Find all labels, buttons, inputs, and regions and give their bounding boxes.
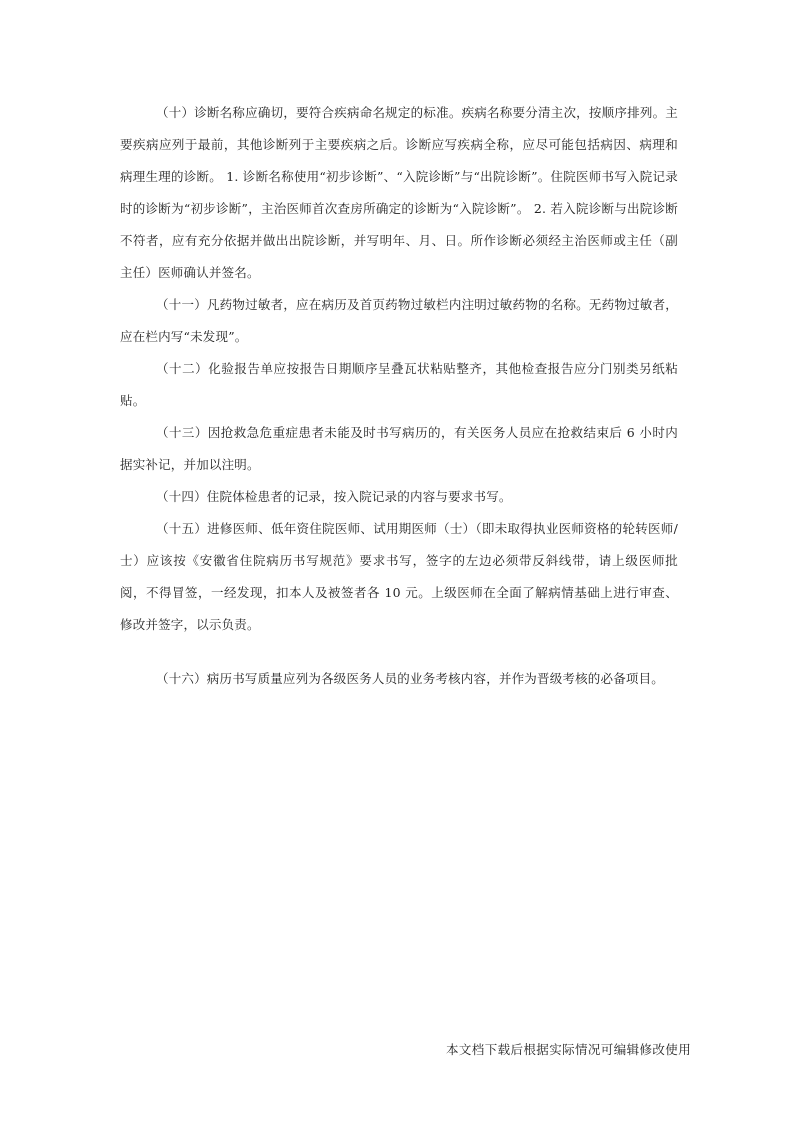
paragraph-diagnosis-naming: （十）诊断名称应确切，要符合疾病命名规定的标准。疾病名称要分清主次，按顺序排列。主要疾病应列于最前，其他诊断列于主要疾病之后。诊断应写疾病全称，应尽可能包括病因、病理和病理生理的诊断。 1. 诊断名称使用“初步诊断”、“入院诊断”与“出院诊断”。住院医师书写入院记录时的诊断为“初步诊断”，主治医师首次查房所确定的诊断为“入院诊断”。 2. 若入院诊断与出院诊断不符者，应有充分依据并做出出院诊断，并写明年、月、日。所作诊断必须经主治医师或主任（副主任）医师确认并签名。 <box>120 105 678 280</box>
paragraph-drug-allergy: （十一）凡药物过敏者，应在病历及首页药物过敏栏内注明过敏药物的名称。无药物过敏者，应在栏内写“未发现”。 <box>120 297 678 344</box>
paragraph-emergency-records: （十三）因抢救急危重症患者未能及时书写病历的，有关医务人员应在抢救结束后 6 小时内据实补记，并加以注明。 <box>120 425 678 472</box>
paragraph-quality-assessment: （十六）病历书写质量应列为各级医务人员的业务考核内容，并作为晋级考核的必备项目。 <box>156 671 665 686</box>
footer-note: 本文档下载后根据实际情况可编辑修改使用 <box>446 1042 692 1057</box>
paragraph-physical-exam: （十四）住院体检患者的记录，按入院记录的内容与要求书写。 <box>156 489 512 504</box>
paragraph-lab-reports: （十二）化验报告单应按报告日期顺序呈叠瓦状粘贴整齐，其他检查报告应分门别类另纸粘贴。 <box>120 361 678 408</box>
document-body <box>120 97 678 695</box>
paragraph-trainee-physicians: （十五）进修医师、低年资住院医师、试用期医师（士）（即未取得执业医师资格的轮转医师/士）应该按《安徽省住院病历书写规范》要求书写，签字的左边必须带反斜线带，请上级医师批阅，不得冒签，一经发现，扣本人及被签者各 10 元。上级医师在全面了解病情基础上进行审查、修改并签字，以示负责。 <box>120 521 678 632</box>
